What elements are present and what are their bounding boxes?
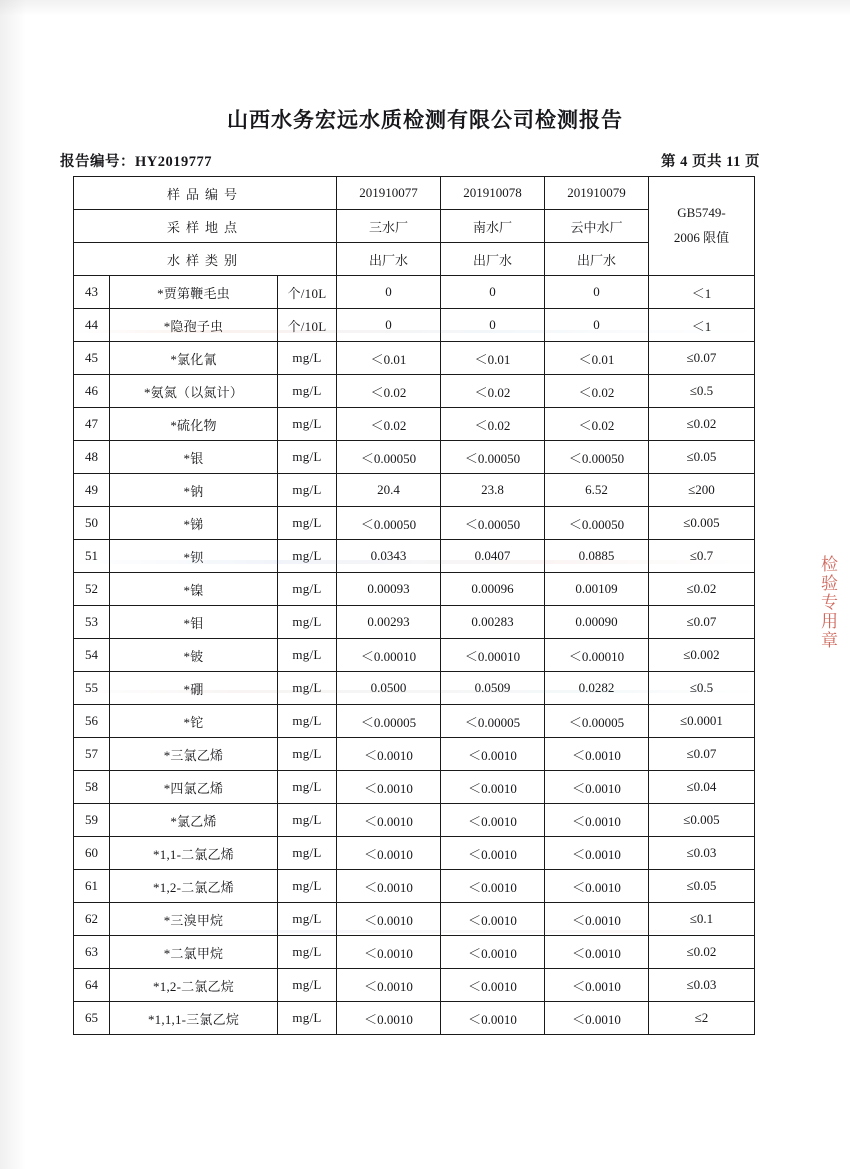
- row-value-1: ＜0.0010: [337, 969, 441, 1002]
- row-limit: ≤2: [649, 1002, 755, 1035]
- row-limit: ≤0.5: [649, 672, 755, 705]
- row-value-2: ＜0.0010: [441, 969, 545, 1002]
- row-limit: ＜1: [649, 309, 755, 342]
- row-value-3: ＜0.02: [545, 408, 649, 441]
- row-number: 49: [74, 474, 110, 507]
- row-value-3: 0.0282: [545, 672, 649, 705]
- row-value-3: ＜0.0010: [545, 870, 649, 903]
- row-value-1: ＜0.01: [337, 342, 441, 375]
- row-value-1: 20.4: [337, 474, 441, 507]
- row-value-1: ＜0.0010: [337, 870, 441, 903]
- header-site-1: 三水厂: [337, 210, 441, 243]
- row-number: 43: [74, 276, 110, 309]
- row-unit: mg/L: [278, 573, 337, 606]
- table-row: [74, 342, 755, 375]
- row-unit: 个/10L: [278, 276, 337, 309]
- row-limit: ≤0.05: [649, 441, 755, 474]
- row-value-2: ＜0.00050: [441, 441, 545, 474]
- row-value-2: 0.0509: [441, 672, 545, 705]
- row-value-1: ＜0.00005: [337, 705, 441, 738]
- row-item-name: *1,2-二氯乙烯: [110, 870, 278, 903]
- row-unit: mg/L: [278, 540, 337, 573]
- row-value-3: ＜0.02: [545, 375, 649, 408]
- row-limit: ≤0.03: [649, 969, 755, 1002]
- table-header-sample-no: [74, 177, 755, 210]
- row-item-name: *四氯乙烯: [110, 771, 278, 804]
- row-value-1: ＜0.0010: [337, 936, 441, 969]
- scan-edge-top: [0, 0, 850, 16]
- row-value-2: 23.8: [441, 474, 545, 507]
- row-number: 60: [74, 837, 110, 870]
- row-number: 45: [74, 342, 110, 375]
- row-value-2: ＜0.0010: [441, 903, 545, 936]
- header-label-site: 采样地点: [74, 210, 337, 243]
- row-limit: ≤0.02: [649, 408, 755, 441]
- row-value-2: ＜0.0010: [441, 771, 545, 804]
- row-item-name: *钠: [110, 474, 278, 507]
- row-item-name: *三溴甲烷: [110, 903, 278, 936]
- row-unit: mg/L: [278, 342, 337, 375]
- row-unit: mg/L: [278, 474, 337, 507]
- row-limit: ≤0.1: [649, 903, 755, 936]
- table-row: [74, 936, 755, 969]
- row-number: 59: [74, 804, 110, 837]
- row-limit: ≤0.07: [649, 738, 755, 771]
- report-meta: [60, 150, 760, 171]
- row-limit: ≤0.002: [649, 639, 755, 672]
- row-value-2: ＜0.0010: [441, 936, 545, 969]
- row-item-name: *三氯乙烯: [110, 738, 278, 771]
- row-value-1: ＜0.02: [337, 408, 441, 441]
- row-value-1: ＜0.0010: [337, 837, 441, 870]
- row-value-3: ＜0.00005: [545, 705, 649, 738]
- table-row: [74, 540, 755, 573]
- row-number: 58: [74, 771, 110, 804]
- row-value-3: ＜0.0010: [545, 903, 649, 936]
- limit-line-1: GB5749-: [677, 205, 726, 221]
- row-value-3: ＜0.0010: [545, 738, 649, 771]
- row-item-name: *钡: [110, 540, 278, 573]
- row-item-name: *隐孢子虫: [110, 309, 278, 342]
- row-value-1: 0.00293: [337, 606, 441, 639]
- row-number: 51: [74, 540, 110, 573]
- row-unit: mg/L: [278, 705, 337, 738]
- row-value-2: ＜0.0010: [441, 837, 545, 870]
- row-limit: ≤0.02: [649, 936, 755, 969]
- table-row: [74, 771, 755, 804]
- row-value-3: 0.0885: [545, 540, 649, 573]
- row-number: 52: [74, 573, 110, 606]
- row-item-name: *银: [110, 441, 278, 474]
- row-number: 64: [74, 969, 110, 1002]
- row-limit: ≤0.03: [649, 837, 755, 870]
- row-value-1: 0.0343: [337, 540, 441, 573]
- row-unit: mg/L: [278, 870, 337, 903]
- header-type-3: 出厂水: [545, 243, 649, 276]
- row-unit: mg/L: [278, 441, 337, 474]
- header-label-sample-no: 样品编号: [74, 177, 337, 210]
- row-value-1: ＜0.0010: [337, 738, 441, 771]
- row-number: 57: [74, 738, 110, 771]
- row-item-name: *镍: [110, 573, 278, 606]
- row-value-2: 0.00096: [441, 573, 545, 606]
- table-row: [74, 441, 755, 474]
- header-type-1: 出厂水: [337, 243, 441, 276]
- row-item-name: *锑: [110, 507, 278, 540]
- row-value-2: ＜0.00010: [441, 639, 545, 672]
- report-number: 报告编号：HY2019777: [60, 154, 212, 170]
- row-value-2: ＜0.00050: [441, 507, 545, 540]
- row-value-2: ＜0.0010: [441, 738, 545, 771]
- row-unit: mg/L: [278, 639, 337, 672]
- row-value-3: ＜0.00050: [545, 441, 649, 474]
- row-item-name: *二氯甲烷: [110, 936, 278, 969]
- row-value-1: ＜0.0010: [337, 804, 441, 837]
- table-row: [74, 573, 755, 606]
- row-value-1: ＜0.0010: [337, 903, 441, 936]
- row-number: 61: [74, 870, 110, 903]
- row-item-name: *钼: [110, 606, 278, 639]
- row-item-name: *贾第鞭毛虫: [110, 276, 278, 309]
- row-value-1: ＜0.0010: [337, 771, 441, 804]
- table-row: [74, 837, 755, 870]
- page-title: 山西水务宏远水质检测有限公司检测报告: [227, 108, 623, 132]
- row-number: 62: [74, 903, 110, 936]
- table-row: [74, 903, 755, 936]
- table-row: [74, 276, 755, 309]
- row-value-2: ＜0.01: [441, 342, 545, 375]
- row-value-2: ＜0.02: [441, 408, 545, 441]
- row-limit: ≤0.005: [649, 507, 755, 540]
- row-number: 50: [74, 507, 110, 540]
- table-row: [74, 1002, 755, 1035]
- header-site-2: 南水厂: [441, 210, 545, 243]
- row-value-2: ＜0.0010: [441, 1002, 545, 1035]
- row-limit: ≤0.0001: [649, 705, 755, 738]
- table-row: [74, 639, 755, 672]
- row-value-1: 0.0500: [337, 672, 441, 705]
- row-number: 56: [74, 705, 110, 738]
- row-item-name: *氯化氰: [110, 342, 278, 375]
- table-row: [74, 408, 755, 441]
- row-unit: mg/L: [278, 936, 337, 969]
- table-row: [74, 870, 755, 903]
- row-item-name: *1,2-二氯乙烷: [110, 969, 278, 1002]
- row-value-2: 0.0407: [441, 540, 545, 573]
- row-unit: mg/L: [278, 672, 337, 705]
- row-unit: mg/L: [278, 507, 337, 540]
- header-sample-no-1: 201910077: [337, 177, 441, 210]
- row-unit: 个/10L: [278, 309, 337, 342]
- row-value-2: ＜0.00005: [441, 705, 545, 738]
- row-number: 44: [74, 309, 110, 342]
- row-value-3: ＜0.0010: [545, 837, 649, 870]
- row-limit: ≤200: [649, 474, 755, 507]
- row-value-3: ＜0.00050: [545, 507, 649, 540]
- results-table: [73, 176, 755, 1035]
- row-unit: mg/L: [278, 804, 337, 837]
- row-value-2: ＜0.0010: [441, 870, 545, 903]
- row-value-1: 0: [337, 309, 441, 342]
- table-row: [74, 804, 755, 837]
- table-row: [74, 309, 755, 342]
- table-row: [74, 606, 755, 639]
- row-item-name: *铍: [110, 639, 278, 672]
- row-number: 63: [74, 936, 110, 969]
- row-number: 65: [74, 1002, 110, 1035]
- row-value-2: 0: [441, 309, 545, 342]
- row-value-3: 0: [545, 276, 649, 309]
- row-limit: ≤0.7: [649, 540, 755, 573]
- row-value-3: ＜0.0010: [545, 969, 649, 1002]
- row-value-3: ＜0.0010: [545, 771, 649, 804]
- row-item-name: *氨氮（以氮计）: [110, 375, 278, 408]
- row-value-1: ＜0.00050: [337, 507, 441, 540]
- row-value-3: 0.00090: [545, 606, 649, 639]
- header-type-2: 出厂水: [441, 243, 545, 276]
- row-limit: ≤0.5: [649, 375, 755, 408]
- row-limit: ≤0.07: [649, 342, 755, 375]
- row-value-2: 0.00283: [441, 606, 545, 639]
- row-value-3: ＜0.01: [545, 342, 649, 375]
- row-value-1: 0: [337, 276, 441, 309]
- row-value-1: ＜0.00050: [337, 441, 441, 474]
- header-label-type: 水样类别: [74, 243, 337, 276]
- header-site-3: 云中水厂: [545, 210, 649, 243]
- row-value-3: ＜0.0010: [545, 936, 649, 969]
- table-row: [74, 375, 755, 408]
- row-value-3: ＜0.0010: [545, 804, 649, 837]
- row-item-name: *硫化物: [110, 408, 278, 441]
- row-unit: mg/L: [278, 771, 337, 804]
- table-row: [74, 969, 755, 1002]
- scan-edge-left: [0, 0, 26, 1169]
- header-sample-no-3: 201910079: [545, 177, 649, 210]
- row-limit: ＜1: [649, 276, 755, 309]
- row-item-name: *硼: [110, 672, 278, 705]
- row-item-name: *1,1-二氯乙烯: [110, 837, 278, 870]
- limit-line-2: 2006 限值: [673, 230, 730, 245]
- row-item-name: *1,1,1-三氯乙烷: [110, 1002, 278, 1035]
- row-item-name: *铊: [110, 705, 278, 738]
- row-number: 46: [74, 375, 110, 408]
- row-unit: mg/L: [278, 969, 337, 1002]
- table-row: [74, 738, 755, 771]
- page-number: 第 4 页共 11 页: [661, 154, 760, 170]
- row-unit: mg/L: [278, 408, 337, 441]
- row-limit: ≤0.04: [649, 771, 755, 804]
- row-unit: mg/L: [278, 375, 337, 408]
- row-value-3: ＜0.0010: [545, 1002, 649, 1035]
- row-value-1: ＜0.02: [337, 375, 441, 408]
- row-number: 47: [74, 408, 110, 441]
- row-number: 54: [74, 639, 110, 672]
- row-value-1: ＜0.00010: [337, 639, 441, 672]
- header-standard-limit: [649, 177, 755, 276]
- table-row: [74, 507, 755, 540]
- row-item-name: *氯乙烯: [110, 804, 278, 837]
- row-number: 53: [74, 606, 110, 639]
- row-unit: mg/L: [278, 903, 337, 936]
- row-limit: ≤0.05: [649, 870, 755, 903]
- row-value-2: ＜0.0010: [441, 804, 545, 837]
- row-unit: mg/L: [278, 837, 337, 870]
- row-value-3: ＜0.00010: [545, 639, 649, 672]
- row-value-3: 0.00109: [545, 573, 649, 606]
- table-row: [74, 705, 755, 738]
- row-unit: mg/L: [278, 738, 337, 771]
- row-unit: mg/L: [278, 606, 337, 639]
- row-value-1: ＜0.0010: [337, 1002, 441, 1035]
- table-row: [74, 672, 755, 705]
- row-limit: ≤0.02: [649, 573, 755, 606]
- table-row: [74, 474, 755, 507]
- row-value-2: ＜0.02: [441, 375, 545, 408]
- row-value-2: 0: [441, 276, 545, 309]
- row-unit: mg/L: [278, 1002, 337, 1035]
- row-value-3: 0: [545, 309, 649, 342]
- row-limit: ≤0.07: [649, 606, 755, 639]
- header-sample-no-2: 201910078: [441, 177, 545, 210]
- official-seal: 检验专用章: [818, 555, 837, 650]
- row-value-1: 0.00093: [337, 573, 441, 606]
- row-number: 55: [74, 672, 110, 705]
- row-number: 48: [74, 441, 110, 474]
- row-limit: ≤0.005: [649, 804, 755, 837]
- row-value-3: 6.52: [545, 474, 649, 507]
